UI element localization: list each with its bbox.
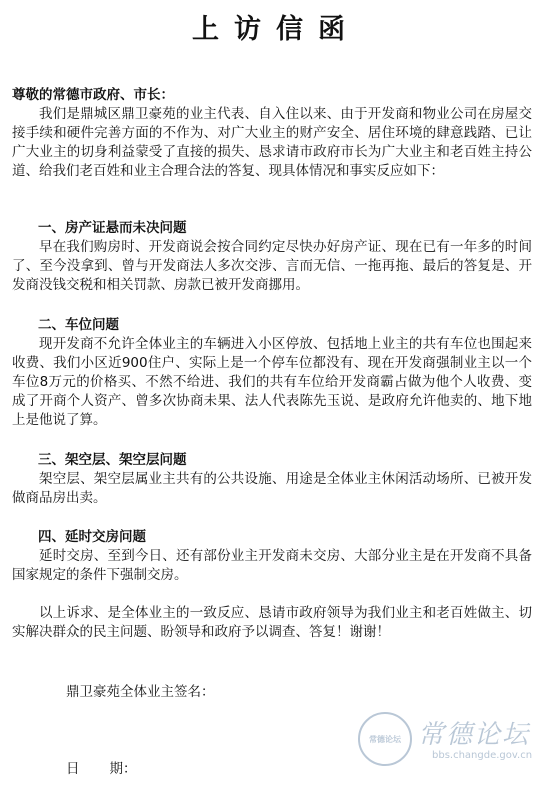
salutation: 尊敬的常德市政府、市长：	[12, 87, 174, 103]
closing-paragraph: 以上诉求、是全体业主的一致反应、恳请市政府领导为我们业主和老百姓做主、切实解决群众的民主问题、盼领导和政府予以调查、答复！谢谢！	[12, 605, 532, 640]
intro-paragraph: 我们是鼎城区鼎卫豪苑的业主代表、自入住以来、由于开发商和物业公司在房屋交接手续和硬件完善方面的不作为、对广大业主的财产安全、居住环境的肆意践踏、已让广大业主的切身利益蒙受了直接的损失、恳求请市政府市长为广大业主和老百姓主持公道、给我们老百姓和业主合理合法的答复、现具体情况和事实反应如下：	[12, 106, 532, 179]
section-heading-3: 三、架空层、架空层问题	[38, 452, 187, 468]
section-text-2: 现开发商不允许全体业主的车辆进入小区停放、包括地上业主的共有车位也围起来收费、我们小区近900住户、实际上是一个停车位都没有、现在开发商强制业主以一个车位8万元的价格买、不然不给进、我们的共有车位给开发商霸占做为他个人收费、变成了开商个人资产、曾多次协商未果、法人代表陈先玉说、是政府允许他卖的、地下地上是他说了算。	[12, 336, 532, 428]
section-heading-1: 一、房产证悬而未决问题	[38, 220, 187, 236]
date-label-second: 期：	[109, 761, 137, 777]
letter-title: 上访信函	[192, 14, 360, 45]
section-text-3: 架空层、架空层属业主共有的公共设施、用途是全体业主休闲活动场所、已被开发做商品房出卖。	[12, 471, 532, 506]
date-label	[66, 757, 137, 777]
section-text-1: 早在我们购房时、开发商说会按合同约定尽快办好房产证、现在已有一年多的时间了、至今没拿到、曾与开发商法人多次交涉、言而无信、一拖再拖、最后的答复是、开发商没钱交税和相关罚款、房款已被开发商挪用。	[12, 239, 532, 293]
date-label-first: 日	[66, 761, 80, 777]
watermark-url: bbs.changde.gov.cn	[432, 750, 533, 761]
section-text-4: 延时交房、至到今日、还有部份业主开发商未交房、大部分业主是在开发商不具备国家规定的条件下强制交房。	[12, 548, 532, 583]
watermark-site-name: 常德论坛	[418, 720, 531, 750]
forum-watermark	[358, 712, 548, 782]
watermark-seal-icon: 常德论坛	[358, 712, 412, 766]
section-heading-2: 二、车位问题	[38, 317, 119, 333]
signature-label: 鼎卫豪苑全体业主签名：	[66, 684, 215, 700]
section-heading-4: 四、延时交房问题	[38, 529, 146, 545]
